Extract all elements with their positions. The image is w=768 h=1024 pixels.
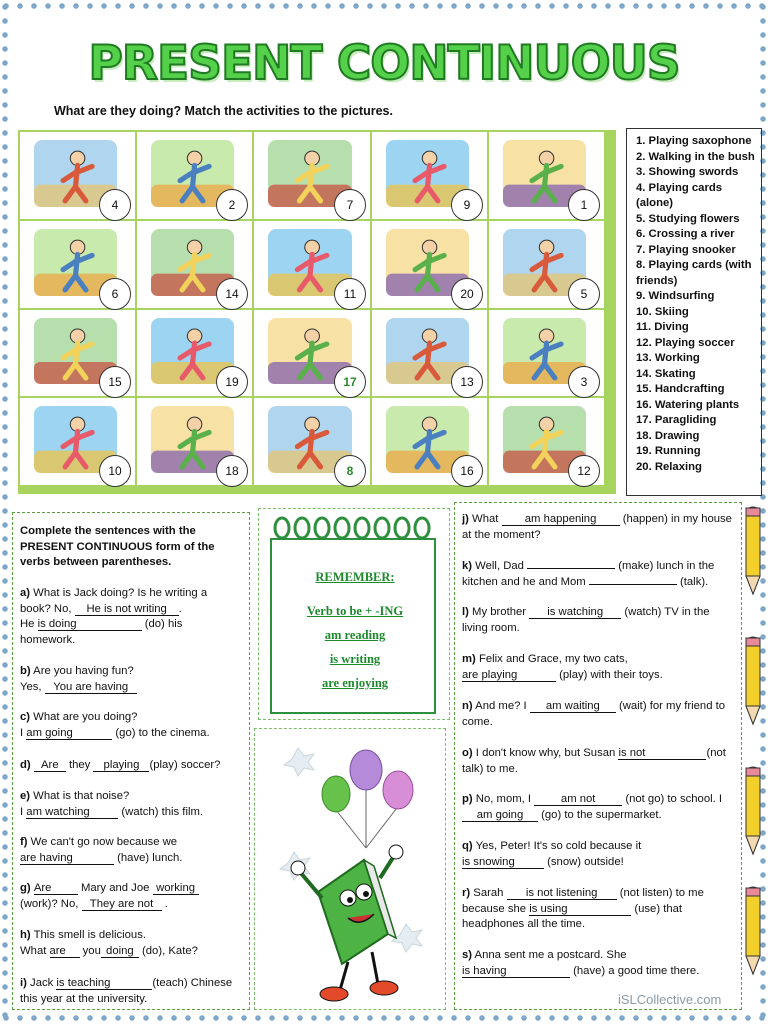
match-instruction: What are they doing? Match the activities to the pictures. — [54, 104, 393, 118]
answer-blank[interactable]: He is not writing — [75, 604, 179, 616]
activity-item: 19. Running — [636, 445, 701, 457]
book-character-with-balloons-icon — [254, 728, 446, 1010]
remember-heading: REMEMBER: — [315, 570, 395, 584]
answer-blank[interactable]: playing — [93, 760, 149, 772]
picture-number-badge[interactable]: 19 — [216, 366, 248, 398]
exercise-a: a) What is Jack doing? Is he writing a book? No, He is not writing . He is doing (do) his homework. — [20, 587, 208, 646]
answer-blank[interactable]: am going — [26, 728, 112, 740]
picture-number-badge[interactable]: 8 — [334, 455, 366, 487]
picture-number-badge[interactable]: 12 — [568, 455, 600, 487]
answer-blank[interactable]: is having — [462, 966, 570, 978]
answer-blank[interactable]: are playing — [462, 670, 556, 682]
picture-cell — [489, 132, 604, 219]
exercise-i: i) Jack is teaching (teach) Chinese this year at the university. — [20, 977, 233, 1005]
activity-item: 18. Drawing — [636, 429, 700, 442]
activity-item: 10. Skiing — [636, 305, 689, 318]
remember-example-3: are enjoying — [321, 676, 389, 690]
activity-list — [626, 128, 762, 496]
picture-number-badge[interactable]: 18 — [216, 455, 248, 487]
picture-number-badge[interactable]: 7 — [334, 189, 366, 221]
answer-blank[interactable]: am happening — [502, 514, 620, 526]
picture-number-badge[interactable]: 16 — [451, 455, 483, 487]
picture-cell — [137, 310, 252, 396]
activity-item: 15. Handcrafting — [636, 383, 725, 395]
exercise-k: k) Well, Dad (make) lunch in the kitchen and he and Mom (talk). — [462, 560, 715, 588]
activity-item: 1. Playing saxophone — [636, 135, 752, 147]
picture-cell — [372, 221, 487, 308]
site-watermark: iSLCollective.com — [618, 992, 722, 1007]
activity-item: 8. Playing cards (with friends) — [636, 259, 752, 287]
picture-cell — [254, 398, 370, 485]
answer-blank[interactable]: is doing — [38, 619, 142, 631]
picture-cell — [372, 132, 487, 219]
exercise-m: m) Felix and Grace, my two cats, are playing (play) with their toys. — [462, 653, 663, 681]
answer-blank[interactable] — [589, 584, 677, 585]
exercise-f: f) We can't go now because we are having (have) lunch. — [20, 836, 183, 864]
answer-blank[interactable]: working — [153, 883, 199, 895]
remember-example-1: am reading — [324, 628, 386, 642]
remember-rule: Verb to be + -ING — [306, 604, 404, 618]
activity-item: 14. Skating — [636, 367, 696, 380]
answer-blank[interactable]: They are not — [82, 899, 162, 911]
notepad-spiral-icon — [272, 514, 436, 544]
pencil-icon — [742, 634, 764, 726]
exercise-c: c) What are you doing? I am going (go) to the cinema. — [20, 711, 210, 739]
activity-item: 9. Windsurfing — [636, 290, 715, 302]
picture-number-badge[interactable]: 9 — [451, 189, 483, 221]
picture-cell — [254, 132, 370, 219]
picture-cell — [254, 310, 370, 396]
picture-grid — [18, 130, 616, 494]
answer-blank[interactable]: is snowing — [462, 857, 544, 869]
answer-blank[interactable]: is teaching — [56, 978, 152, 990]
picture-cell — [20, 221, 135, 308]
picture-number-badge[interactable]: 6 — [99, 278, 131, 310]
activity-item: 13. Working — [636, 352, 700, 364]
exercise-b: b) Are you having fun? Yes, You are having — [20, 664, 236, 695]
answer-blank[interactable]: is watching — [529, 607, 621, 619]
picture-number-badge[interactable]: 15 — [99, 366, 131, 398]
balloon-illustration — [254, 728, 446, 1010]
activity-item: 5. Studying flowers — [636, 212, 740, 225]
remember-example-2: is writing — [329, 652, 381, 666]
activity-item: 20. Relaxing — [636, 460, 702, 473]
remember-box — [270, 538, 436, 714]
pencil-icon — [742, 884, 764, 976]
exercise-l: l) My brother is watching (watch) TV in the living room. — [462, 606, 710, 634]
activity-item: 6. Crossing a river — [636, 228, 735, 240]
picture-number-badge[interactable]: 20 — [451, 278, 483, 310]
remember-notepad — [266, 514, 442, 714]
activity-item: 12. Playing soccer — [636, 336, 735, 349]
answer-blank[interactable] — [527, 568, 615, 569]
exercise-r: r) Sarah is not listening (not listen) to me because she is using (use) that headphones all the time. — [462, 887, 704, 930]
picture-cell — [489, 221, 604, 308]
exercise-e: e) What is that noise? I am watching (watch) this film. — [20, 790, 204, 818]
picture-cell — [489, 310, 604, 396]
activity-item: 16. Watering plants — [636, 398, 740, 411]
picture-number-badge[interactable]: 1 — [568, 189, 600, 221]
picture-cell — [137, 398, 252, 485]
answer-blank[interactable]: is not — [618, 748, 706, 760]
exercise-n: n) And me? I am waiting (wait) for my friend to come. — [462, 700, 726, 728]
picture-cell — [372, 398, 487, 485]
answer-blank[interactable]: am watching — [26, 807, 118, 819]
exercise-q: q) Yes, Peter! It's so cold because it is snowing (snow) outside! — [462, 840, 642, 868]
picture-number-badge[interactable]: 2 — [216, 189, 248, 221]
picture-cell — [20, 310, 135, 396]
answer-blank[interactable]: are having — [20, 853, 114, 865]
top-border — [0, 0, 768, 12]
picture-cell — [254, 221, 370, 308]
exercise-s: s) Anna sent me a postcard. She is having (have) a good time there. — [462, 949, 700, 977]
answer-blank[interactable]: Are — [34, 883, 78, 895]
picture-number-badge[interactable]: 17 — [334, 366, 366, 398]
exercise-d: d) Are they playing (play) soccer? — [20, 759, 221, 771]
exercise-p: p) No, mom, I am not (not go) to school. I am going (go) to the supermarket. — [462, 793, 723, 821]
activity-item: 3. Showing swords — [636, 166, 739, 178]
exercise-h: h) This smell is delicious. What are you doing (do), Kate? — [20, 929, 198, 957]
picture-cell — [489, 398, 604, 485]
answer-blank[interactable]: doing — [101, 946, 139, 958]
answer-blank[interactable]: am not — [534, 794, 622, 806]
picture-cell — [20, 398, 135, 485]
exercise-j: j) What am happening (happen) in my house at the moment? — [462, 513, 732, 541]
pencil-icon — [742, 764, 764, 856]
answer-blank[interactable]: am waiting — [530, 701, 616, 713]
picture-cell — [137, 221, 252, 308]
picture-number-badge[interactable]: 13 — [451, 366, 483, 398]
activity-item: 2. Walking in the bush — [636, 150, 755, 163]
pencil-icon — [742, 504, 764, 596]
answer-blank[interactable]: is not listening — [507, 888, 617, 900]
answer-blank[interactable]: am going — [462, 810, 538, 822]
picture-cell — [20, 132, 135, 219]
picture-number-badge[interactable]: 3 — [568, 366, 600, 398]
picture-cell — [137, 132, 252, 219]
picture-number-badge[interactable]: 5 — [568, 278, 600, 310]
activity-item: 17. Paragliding — [636, 414, 717, 426]
picture-cell — [372, 310, 487, 396]
page-title: PRESENT CONTINUOUS — [88, 36, 680, 91]
bottom-border — [0, 1012, 768, 1024]
answer-blank[interactable]: are — [50, 946, 80, 958]
activity-item: 11. Diving — [636, 321, 689, 333]
picture-number-badge[interactable]: 14 — [216, 278, 248, 310]
exercise-g: g) Are Mary and Joe working (work)? No, They are not . — [20, 881, 236, 912]
activity-item: 7. Playing snooker — [636, 243, 736, 256]
exercise-o: o) I don't know why, but Susan is not (not talk) to me. — [462, 747, 726, 775]
left-border — [0, 0, 10, 1024]
picture-number-badge[interactable]: 10 — [99, 455, 131, 487]
activity-item: 4. Playing cards (alone) — [636, 181, 723, 209]
picture-number-badge[interactable]: 11 — [334, 278, 366, 310]
answer-blank[interactable]: Are — [34, 760, 66, 772]
answer-blank[interactable]: is using — [529, 904, 631, 916]
picture-number-badge[interactable]: 4 — [99, 189, 131, 221]
answer-blank[interactable]: You are having — [45, 682, 137, 694]
exercise-instruction: Complete the sentences with the PRESENT CONTINUOUS form of the verbs between parentheses. — [20, 525, 215, 568]
